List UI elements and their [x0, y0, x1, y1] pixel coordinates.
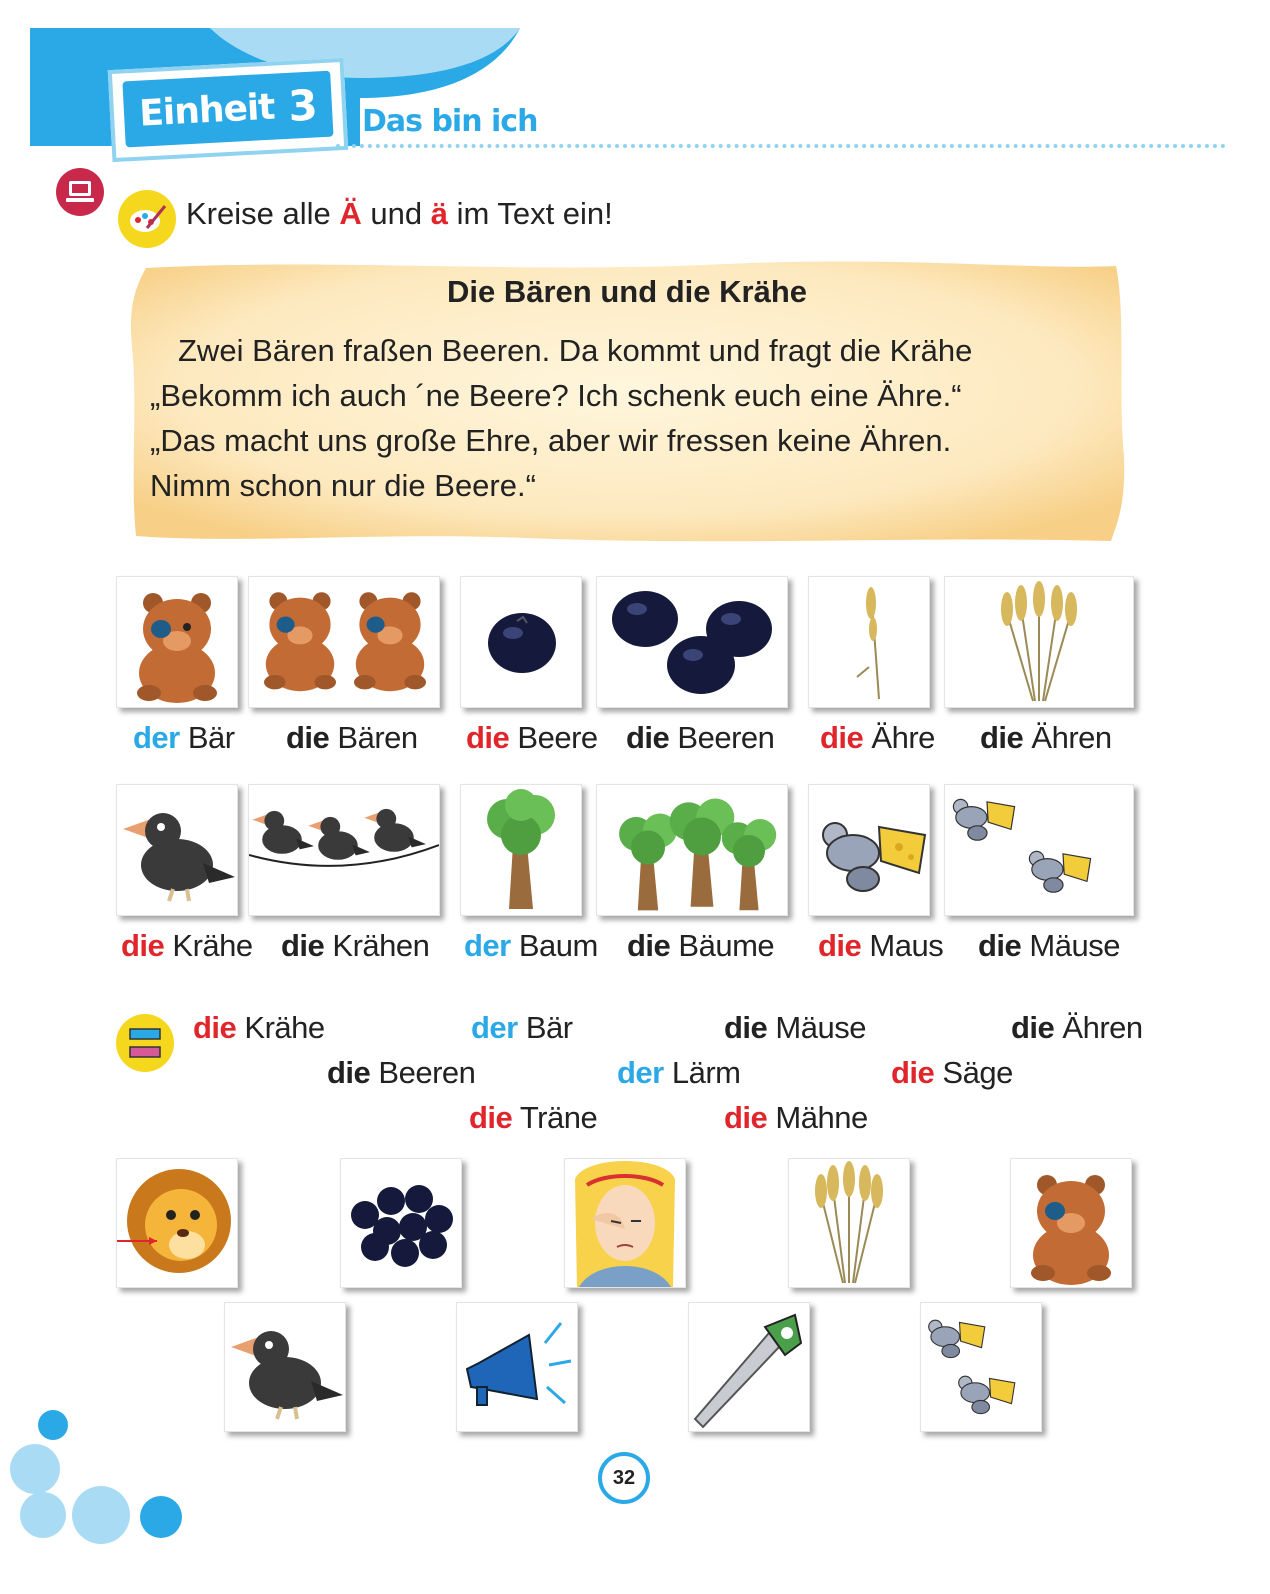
picture-card-wheat	[788, 1158, 910, 1288]
lion-mane-icon	[117, 1159, 237, 1287]
crow-icon	[225, 1303, 345, 1431]
crying-girl-icon	[565, 1159, 685, 1287]
berry-icon	[461, 577, 581, 707]
vocab-label: die Krähe	[121, 928, 253, 963]
vocab-label: die Beeren	[626, 720, 775, 755]
picture-card-saw	[688, 1302, 810, 1432]
vocab-label: die Maus	[818, 928, 944, 963]
story-title: Die Bären und die Krähe	[446, 274, 808, 309]
bear-icon	[117, 577, 237, 707]
picture-card-trees	[596, 784, 788, 916]
picture-card-crows	[248, 784, 440, 916]
vocab-label: die Krähen	[281, 928, 430, 963]
crow-icon	[117, 785, 237, 915]
match-word: die Säge	[891, 1055, 1013, 1090]
tree-icon	[461, 785, 581, 915]
trees-icon	[597, 785, 787, 915]
wheat-ear-icon	[809, 577, 929, 707]
decor-dot	[20, 1492, 66, 1538]
wheat-bundle-icon	[789, 1159, 909, 1287]
vocab-label: der Baum	[464, 928, 598, 963]
picture-card-crow	[116, 784, 238, 916]
crows-icon	[249, 785, 439, 915]
picture-card-crow-2	[224, 1302, 346, 1432]
mice-icon	[945, 785, 1133, 915]
vocab-label: die Bären	[286, 720, 418, 755]
story-text	[150, 328, 1096, 508]
match-word: der Lärm	[617, 1055, 741, 1090]
picture-card-wheat-bundle	[944, 576, 1134, 708]
match-word: die Ähren	[1011, 1010, 1143, 1045]
unit-label: Einheit	[138, 86, 276, 135]
story-line: Nimm schon nur die Beere.“	[150, 468, 536, 503]
unit-number: 3	[287, 79, 318, 131]
picture-card-bear-2	[1010, 1158, 1132, 1288]
match-word: die Beeren	[327, 1055, 476, 1090]
story-line: „Das macht uns große Ehre, aber wir fressen keine Ähren.	[150, 423, 952, 458]
picture-card-berry	[460, 576, 582, 708]
wheat-bundle-icon	[945, 577, 1133, 707]
match-word: die Krähe	[193, 1010, 325, 1045]
story-line: Zwei Bären fraßen Beeren. Da kommt und fragt die Krähe	[178, 333, 973, 368]
vocab-label: der Bär	[133, 720, 235, 755]
match-word: der Bär	[471, 1010, 573, 1045]
computer-icon	[56, 168, 104, 216]
decor-dot	[10, 1444, 60, 1494]
picture-card-mice	[944, 784, 1134, 916]
picture-card-bears	[248, 576, 440, 708]
picture-card-megaphone	[456, 1302, 578, 1432]
picture-card-wheat-ear	[808, 576, 930, 708]
page-number: 32	[598, 1452, 650, 1504]
story-line: „Bekomm ich auch ´ne Beere? Ich schenk euch eine Ähre.“	[150, 378, 962, 413]
picture-card-mouse	[808, 784, 930, 916]
vocab-label: die Beere	[466, 720, 598, 755]
match-word: die Träne	[469, 1100, 598, 1135]
megaphone-icon	[457, 1303, 577, 1431]
paint-palette-icon	[118, 190, 176, 248]
decor-dot	[140, 1496, 182, 1538]
picture-card-mice-2	[920, 1302, 1042, 1432]
picture-card-lion	[116, 1158, 238, 1288]
matching-icon	[116, 1014, 174, 1072]
vocab-label: die Ähre	[820, 720, 935, 755]
bear-icon	[1011, 1159, 1131, 1287]
picture-card-tree	[460, 784, 582, 916]
header-divider	[336, 144, 1226, 148]
mice-icon	[921, 1303, 1041, 1431]
vocab-label: die Mäuse	[978, 928, 1120, 963]
picture-card-berries-2	[340, 1158, 462, 1288]
decor-dot	[72, 1486, 130, 1544]
match-word: die Mähne	[724, 1100, 868, 1135]
vocab-label: die Bäume	[627, 928, 775, 963]
vocab-label: die Ähren	[980, 720, 1112, 755]
instruction: Kreise alle Ä und ä im Text ein!	[186, 196, 613, 231]
mouse-icon	[809, 785, 929, 915]
match-word: die Mäuse	[724, 1010, 866, 1045]
picture-card-crying-girl	[564, 1158, 686, 1288]
unit-subtitle: Das bin ich	[362, 104, 538, 139]
berries-icon	[341, 1159, 461, 1287]
saw-icon	[689, 1303, 809, 1431]
decor-dot	[38, 1410, 68, 1440]
two-bears-icon	[249, 577, 439, 707]
picture-card-bear	[116, 576, 238, 708]
berries-icon	[597, 577, 787, 707]
picture-card-berries	[596, 576, 788, 708]
unit-badge	[108, 58, 348, 162]
